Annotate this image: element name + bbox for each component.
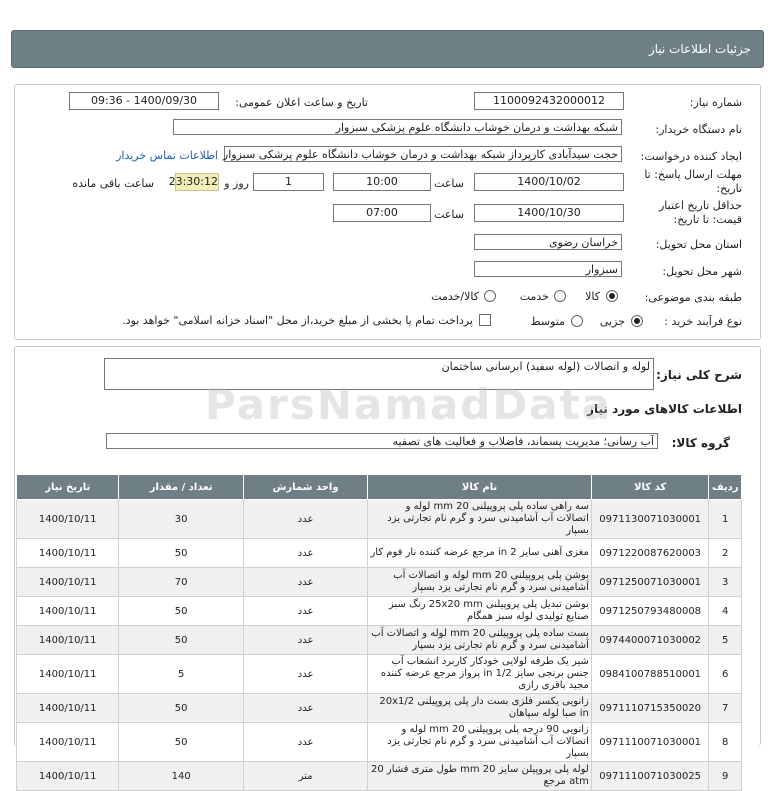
page-title: جزئیات اطلاعات نیاز — [648, 42, 751, 56]
cell-row: 6 — [709, 655, 742, 694]
cell-qty: 50 — [119, 626, 243, 655]
table-row[interactable] — [17, 694, 742, 723]
cell-unit: عدد — [243, 723, 367, 762]
category-both-label: کالا/خدمت — [431, 290, 479, 303]
province-label: استان محل تحویل: — [655, 238, 742, 251]
process-label: نوع فرآیند خرید : — [664, 315, 742, 328]
table-row[interactable] — [17, 568, 742, 597]
cell-date: 1400/10/11 — [17, 723, 119, 762]
col-name: نام کالا — [368, 475, 592, 500]
cell-unit: عدد — [243, 597, 367, 626]
remaining-time-field: 23:30:12 — [175, 173, 219, 191]
cell-name: زانویی یکسر فلزی بست دار پلی پروپیلنی 20x1/2 in صبا لوله سپاهان — [368, 694, 592, 723]
goods-table-header — [17, 475, 742, 500]
validity-time-label: ساعت — [434, 208, 464, 221]
creator-label: ایجاد کننده درخواست: — [640, 150, 742, 163]
goods-table — [16, 474, 742, 791]
cell-qty: 50 — [119, 539, 243, 568]
deadline-time-field: 10:00 — [333, 173, 431, 191]
cell-date: 1400/10/11 — [17, 568, 119, 597]
remaining-time-label: ساعت باقی مانده — [72, 177, 154, 190]
cell-code: 0971130071030001 — [591, 500, 709, 539]
category-radio-service[interactable] — [554, 290, 566, 302]
city-field: سبزوار — [474, 261, 622, 277]
cell-date: 1400/10/11 — [17, 500, 119, 539]
col-code: کد کالا — [591, 475, 709, 500]
description-label: شرح کلی نیاز: — [656, 368, 742, 382]
cell-row: 5 — [709, 626, 742, 655]
cell-qty: 140 — [119, 762, 243, 791]
cell-unit: عدد — [243, 694, 367, 723]
col-row: ردیف — [709, 475, 742, 500]
cell-code: 0971250793480008 — [591, 597, 709, 626]
cell-unit: عدد — [243, 500, 367, 539]
cell-name: شیر یک طرفه لولایی خودکار کاربرد انشعاب آب جنس برنجی سایز 1/2 in پرواز مرجع عرضه کننده مجید باقری رازی — [368, 655, 592, 694]
table-row[interactable] — [17, 539, 742, 568]
need-number-label: شماره نیاز: — [689, 96, 742, 109]
cell-code: 0974400071030002 — [591, 626, 709, 655]
cell-date: 1400/10/11 — [17, 694, 119, 723]
cell-name: بوشن تبدیل پلی پروپیلنی 25x20 mm رنگ سبز صنایع تولیدی لوله سبز همگام — [368, 597, 592, 626]
cell-code: 0971110715350020 — [591, 694, 709, 723]
watermark-logo: ParsNamadData — [205, 380, 612, 429]
cell-unit: متر — [243, 762, 367, 791]
goods-group-field: آب رسانی؛ مدیریت پسماند، فاضلاب و فعالیت های تصفیه — [106, 433, 658, 449]
announce-date-field: 1400/09/30 - 09:36 — [69, 92, 219, 110]
cell-code: 0971250071030001 — [591, 568, 709, 597]
deadline-label: مهلت ارسال پاسخ: تا تاریخ: — [644, 168, 742, 195]
buyer-field: شبکه بهداشت و درمان خوشاب دانشگاه علوم پزشکی سبزوار — [173, 119, 622, 135]
city-label: شهر محل تحویل: — [662, 265, 742, 278]
process-radio-minor[interactable] — [631, 315, 643, 327]
page-header — [11, 30, 764, 68]
cell-row: 2 — [709, 539, 742, 568]
cell-qty: 50 — [119, 723, 243, 762]
cell-row: 9 — [709, 762, 742, 791]
cell-unit: عدد — [243, 568, 367, 597]
deadline-time-label: ساعت — [434, 177, 464, 190]
cell-name: سه راهی ساده پلی پروپیلنی 20 mm لوله و اتصالات آب آشامیدنی سرد و گرم نام تجارتی یزد بسپار — [368, 500, 592, 539]
cell-date: 1400/10/11 — [17, 762, 119, 791]
days-label: روز و — [224, 177, 249, 190]
province-field: خراسان رضوی — [474, 234, 622, 250]
announce-date-label: تاریخ و ساعت اعلان عمومی: — [235, 96, 368, 109]
cell-date: 1400/10/11 — [17, 597, 119, 626]
buyer-contact-link[interactable]: اطلاعات تماس خریدار — [116, 149, 218, 162]
table-row[interactable] — [17, 626, 742, 655]
creator-field: حجت سیدآبادی کارپرداز شبکه بهداشت و درمان خوشاب دانشگاه علوم پزشکی سبزوار — [224, 146, 622, 162]
cell-unit: عدد — [243, 626, 367, 655]
category-radio-goods[interactable] — [606, 290, 618, 302]
cell-row: 4 — [709, 597, 742, 626]
process-medium-label: متوسط — [530, 315, 565, 328]
cell-unit: عدد — [243, 539, 367, 568]
table-row[interactable] — [17, 655, 742, 694]
validity-label: حداقل تاریخ اعتبار قیمت: تا تاریخ: — [658, 199, 742, 226]
buyer-label: نام دستگاه خریدار: — [655, 123, 742, 136]
table-row[interactable] — [17, 723, 742, 762]
cell-date: 1400/10/11 — [17, 539, 119, 568]
deadline-date-field: 1400/10/02 — [474, 173, 624, 191]
table-row[interactable] — [17, 762, 742, 791]
need-number-field: 1100092432000012 — [474, 92, 624, 110]
cell-row: 7 — [709, 694, 742, 723]
cell-qty: 30 — [119, 500, 243, 539]
validity-date-field: 1400/10/30 — [474, 204, 624, 222]
cell-name: مغزی آهنی سایز 2 in مرجع عرضه کننده نار فوم کار — [368, 539, 592, 568]
cell-row: 3 — [709, 568, 742, 597]
cell-qty: 50 — [119, 597, 243, 626]
goods-section-title: اطلاعات کالاهای مورد نیاز — [587, 402, 742, 416]
table-row[interactable] — [17, 597, 742, 626]
cell-unit: عدد — [243, 655, 367, 694]
col-date: تاریخ نیاز — [17, 475, 119, 500]
category-service-label: خدمت — [519, 290, 549, 303]
cell-date: 1400/10/11 — [17, 655, 119, 694]
cell-qty: 50 — [119, 694, 243, 723]
cell-name: لوله پلی پروپیلن سایز 20 mm طول متری فشار 20 atm مرجع — [368, 762, 592, 791]
col-unit: واحد شمارش — [243, 475, 367, 500]
process-radio-medium[interactable] — [571, 315, 583, 327]
days-field: 1 — [253, 173, 324, 191]
cell-name: زانویی 90 درجه پلی پروپیلنی 20 mm لوله و اتصالات آب آشامیدنی سرد و گرم نام تجارتی یزد بسپار — [368, 723, 592, 762]
category-radio-both[interactable] — [484, 290, 496, 302]
validity-time-field: 07:00 — [333, 204, 431, 222]
cell-name: بست ساده پلی پروپیلنی 20 mm لوله و اتصالات آب آشامیدنی سرد و گرم نام تجارتی یزد بسپار — [368, 626, 592, 655]
treasury-note: پرداخت تمام یا بخشی از مبلغ خرید،از محل "اسناد خزانه اسلامی" خواهد بود. — [122, 314, 473, 327]
cell-qty: 5 — [119, 655, 243, 694]
category-label: طبقه بندی موضوعی: — [644, 291, 742, 304]
cell-date: 1400/10/11 — [17, 626, 119, 655]
description-field: لوله و اتصالات (لوله سفید) ابرسانی ساختمان — [104, 358, 654, 390]
treasury-checkbox[interactable] — [479, 314, 491, 326]
cell-row: 1 — [709, 500, 742, 539]
cell-code: 0971110071030001 — [591, 723, 709, 762]
cell-name: بوشن پلی پروپیلنی 20 mm لوله و اتصالات آب آشامیدنی سرد و گرم نام تجارتی یزد بسپار — [368, 568, 592, 597]
cell-code: 0971220087620003 — [591, 539, 709, 568]
goods-group-label: گروه کالا: — [671, 436, 730, 450]
cell-code: 0984100788510001 — [591, 655, 709, 694]
table-row[interactable] — [17, 500, 742, 539]
col-qty: تعداد / مقدار — [119, 475, 243, 500]
cell-code: 0971110071030025 — [591, 762, 709, 791]
process-minor-label: جزیی — [599, 315, 625, 328]
category-goods-label: کالا — [585, 290, 600, 303]
cell-row: 8 — [709, 723, 742, 762]
cell-qty: 70 — [119, 568, 243, 597]
